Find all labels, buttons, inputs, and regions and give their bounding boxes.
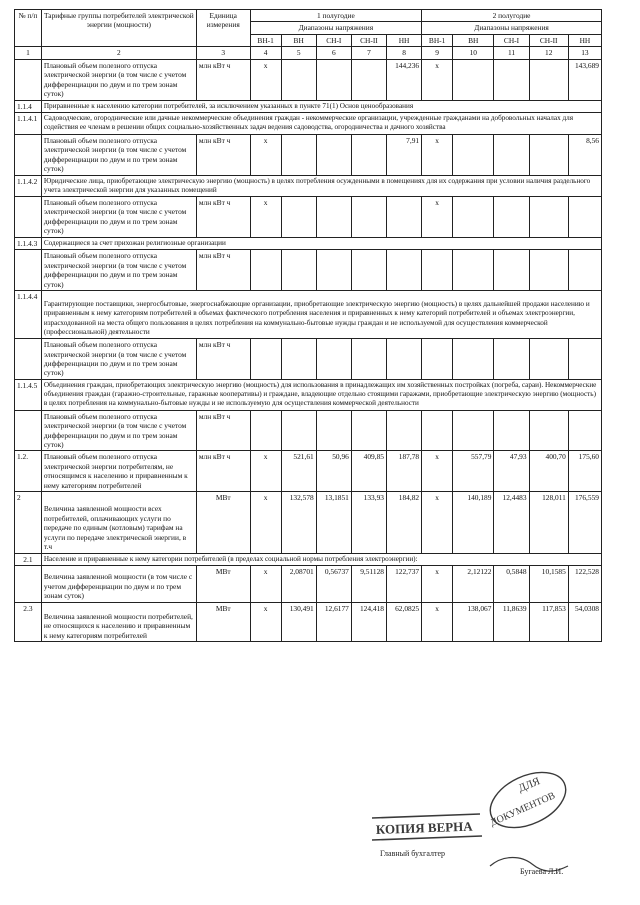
row-unit: млн кВт ч <box>196 339 250 380</box>
level-sn2-h1: СН-II <box>351 34 386 46</box>
value-h1-sn2: 409,85 <box>351 451 386 492</box>
value-h2-sn1 <box>494 134 529 175</box>
column-number: 10 <box>453 47 494 59</box>
value-h1-sn1: 0,56737 <box>316 566 351 602</box>
table-row-1-1-4-3-volume <box>15 250 602 291</box>
value-h2-vn1 <box>422 339 453 380</box>
value-h1-sn1 <box>316 250 351 291</box>
stamp-text-copy: КОПИЯ ВЕРНА <box>375 818 473 837</box>
value-h2-vn <box>453 134 494 175</box>
signatory-name: Бугаева Л.И. <box>520 867 564 876</box>
value-h1-nn: 62,0825 <box>386 602 421 641</box>
value-h2-sn1 <box>494 339 529 380</box>
table-row-2 <box>15 492 602 553</box>
value-h2-nn <box>568 196 601 237</box>
value-h1-sn2: 124,418 <box>351 602 386 641</box>
value-h1-sn2: 133,93 <box>351 492 386 553</box>
row-unit: МВт <box>196 566 250 602</box>
section-row-1-1-4-5 <box>15 379 602 410</box>
table-row-2-3 <box>15 602 602 641</box>
value-h2-vn1: х <box>422 134 453 175</box>
level-vn1-h1: ВН-1 <box>250 34 281 46</box>
value-h2-vn1: х <box>422 602 453 641</box>
column-number: 5 <box>281 47 316 59</box>
value-h1-sn1 <box>316 134 351 175</box>
value-h2-vn1 <box>422 410 453 451</box>
value-h2-sn2 <box>529 250 568 291</box>
value-h2-vn <box>453 59 494 100</box>
row-number <box>15 59 42 100</box>
value-h2-sn2 <box>529 410 568 451</box>
section-row-1-1-4 <box>15 100 602 112</box>
row-number <box>15 410 42 451</box>
row-unit: МВт <box>196 492 250 553</box>
value-h1-vn <box>281 134 316 175</box>
row-unit: млн кВт ч <box>196 250 250 291</box>
value-h2-nn: 143,689 <box>568 59 601 100</box>
value-h2-sn2: 10,1585 <box>529 566 568 602</box>
value-h1-vn1 <box>250 250 281 291</box>
section-row-1-1-4-3 <box>15 237 602 249</box>
level-vn-h2: ВН <box>453 34 494 46</box>
tariff-document <box>14 9 602 642</box>
header-groups-cell: Тарифные группы потребителей электрической энергии (мощности) <box>41 10 196 47</box>
column-number: 3 <box>196 47 250 59</box>
value-h1-vn <box>281 339 316 380</box>
section-title: Приравненные к населению категории потребителей, за исключением указанных в пункте 71(1) Основ ценообразования <box>41 100 601 112</box>
column-number: 12 <box>529 47 568 59</box>
row-number: 2 <box>15 492 42 553</box>
value-h1-sn2 <box>351 196 386 237</box>
column-number: 6 <box>316 47 351 59</box>
value-h2-sn1: 47,93 <box>494 451 529 492</box>
level-sn2-h2: СН-II <box>529 34 568 46</box>
value-h2-sn2: 117,853 <box>529 602 568 641</box>
value-h2-vn <box>453 196 494 237</box>
signatory-role: Главный бухгалтер <box>380 849 445 858</box>
column-number: 11 <box>494 47 529 59</box>
section-title: Садоводческие, огороднические или дачные некоммерческие объединения граждан - некоммерческие организации, учрежденные гражданами на добровольных началах для содействия ее членам в решении общих социально-хозяйственных задач ведения садоводства, огородничества и дачного хозяйства <box>41 113 601 134</box>
column-number: 1 <box>15 47 42 59</box>
row-unit: млн кВт ч <box>196 196 250 237</box>
value-h2-sn2 <box>529 196 568 237</box>
table-row-1-2 <box>15 451 602 492</box>
table-row-2-1-power <box>15 566 602 602</box>
value-h2-sn1 <box>494 250 529 291</box>
stamp-text-for: ДЛЯ <box>516 775 542 795</box>
value-h2-sn1: 12,4483 <box>494 492 529 553</box>
value-h1-sn1: 50,96 <box>316 451 351 492</box>
header-voltage-ranges-2: Диапазоны напряжения <box>422 22 602 34</box>
value-h2-nn: 176,559 <box>568 492 601 553</box>
value-h2-sn1 <box>494 410 529 451</box>
header-unit-cell: Единица измерения <box>196 10 250 47</box>
level-vn-h1: ВН <box>281 34 316 46</box>
stamp-bottom-line <box>372 836 482 840</box>
value-h1-sn1: 13,1851 <box>316 492 351 553</box>
level-sn1-h2: СН-I <box>494 34 529 46</box>
row-label: Плановый объем полезного отпуска электрической энергии (в том числе с учетом дифференциации по двум и по трем зонам суток) <box>41 59 196 100</box>
value-h2-sn1: 0,5848 <box>494 566 529 602</box>
value-h2-vn: 140,189 <box>453 492 494 553</box>
row-number <box>15 566 42 602</box>
value-h1-sn1 <box>316 59 351 100</box>
row-unit: МВт <box>196 602 250 641</box>
column-number: 9 <box>422 47 453 59</box>
value-h2-vn1: х <box>422 196 453 237</box>
table-row-1-1-4-5-volume <box>15 410 602 451</box>
value-h1-vn1: х <box>250 59 281 100</box>
value-h2-nn <box>568 410 601 451</box>
value-h1-nn <box>386 410 421 451</box>
section-title: Содержащиеся за счет прихожан религиозные организации <box>41 237 601 249</box>
column-number: 7 <box>351 47 386 59</box>
section-row-1-1-4-1 <box>15 113 602 134</box>
section-title: Гарантирующие поставщики, энергосбытовые, энергоснабжающие организации, приобретающие электрическую энергию (мощность) в целях дальнейшей продажи населению и приравненным к нему категориям потребителей в объемах фактического потребления населения и приравненных к нему категорий потребителей и объемах электроэнергии, израсходованной на места общего пользования в целях потребления на коммунально-бытовые нужды граждан и не используемой для осуществления коммерческой (профессиональной) деятельности <box>41 291 601 339</box>
value-h2-sn1: 11,8639 <box>494 602 529 641</box>
row-label: Плановый объем полезного отпуска электрической энергии (в том числе с учетом дифференциации по двум и по трем зонам суток) <box>41 410 196 451</box>
table-row-1-1-4-4-volume <box>15 339 602 380</box>
row-number <box>15 134 42 175</box>
value-h1-nn <box>386 250 421 291</box>
header-row-top <box>15 10 602 22</box>
section-number: 2.1 <box>15 553 42 565</box>
row-label: Величина заявленной мощности потребителей, не относящихся к населению и приравненным к нему категориям потребителей <box>41 602 196 641</box>
row-unit: млн кВт ч <box>196 451 250 492</box>
stamp-top-line <box>372 814 480 818</box>
tariff-table <box>14 9 602 642</box>
section-number: 1.1.4.5 <box>15 379 42 410</box>
value-h1-nn <box>386 339 421 380</box>
row-label: Величина заявленной мощности всех потребителей, оплачивающих услуги по передаче по единым (котловым) тарифам на услуги по передаче электрической энергии, в т.ч <box>41 492 196 553</box>
column-number: 4 <box>250 47 281 59</box>
header-half1: 1 полугодие <box>250 10 422 22</box>
value-h2-sn2 <box>529 339 568 380</box>
level-nn-h1: НН <box>386 34 421 46</box>
row-unit: млн кВт ч <box>196 59 250 100</box>
certification-stamp <box>372 770 634 902</box>
column-number: 2 <box>41 47 196 59</box>
value-h1-vn1: х <box>250 492 281 553</box>
level-nn-h2: НН <box>568 34 601 46</box>
value-h2-vn1: х <box>422 566 453 602</box>
value-h1-sn1 <box>316 339 351 380</box>
row-number <box>15 196 42 237</box>
section-title: Население и приравненные к нему категории потребителей (в пределах социальной нормы потребления электроэнергии): <box>41 553 601 565</box>
column-number-row <box>15 47 602 59</box>
value-h1-vn1: х <box>250 451 281 492</box>
value-h1-vn1 <box>250 410 281 451</box>
value-h2-nn: 175,60 <box>568 451 601 492</box>
table-row-1-1-4-1-volume <box>15 134 602 175</box>
table-row-1-1-4-2-volume <box>15 196 602 237</box>
row-label: Плановый объем полезного отпуска электрической энергии (в том числе с учетом дифференциации по двум и по трем зонам суток) <box>41 339 196 380</box>
value-h1-vn1: х <box>250 566 281 602</box>
value-h1-nn: 184,82 <box>386 492 421 553</box>
value-h1-sn2 <box>351 134 386 175</box>
section-number: 1.1.4.1 <box>15 113 42 134</box>
section-number: 1.1.4.2 <box>15 175 42 196</box>
value-h1-sn1: 12,6177 <box>316 602 351 641</box>
row-unit: млн кВт ч <box>196 410 250 451</box>
row-label: Величина заявленной мощности (в том числе с учетом дифференциации по двум и по трем зонам суток) <box>41 566 196 602</box>
value-h1-vn: 2,08701 <box>281 566 316 602</box>
value-h2-nn: 8,56 <box>568 134 601 175</box>
value-h2-nn: 122,528 <box>568 566 601 602</box>
level-sn1-h1: СН-I <box>316 34 351 46</box>
value-h2-sn2: 128,011 <box>529 492 568 553</box>
value-h1-vn1 <box>250 339 281 380</box>
value-h1-vn: 132,578 <box>281 492 316 553</box>
value-h1-vn <box>281 196 316 237</box>
header-number-cell: № п/п <box>15 10 42 47</box>
section-row-1-1-4-2 <box>15 175 602 196</box>
value-h2-sn2 <box>529 59 568 100</box>
value-h1-sn1 <box>316 410 351 451</box>
value-h2-vn <box>453 339 494 380</box>
value-h1-vn <box>281 250 316 291</box>
value-h1-nn: 7,91 <box>386 134 421 175</box>
value-h2-vn <box>453 250 494 291</box>
section-number: 1.1.4 <box>15 100 42 112</box>
value-h1-vn: 521,61 <box>281 451 316 492</box>
value-h1-sn1 <box>316 196 351 237</box>
value-h2-sn2: 400,70 <box>529 451 568 492</box>
value-h2-sn1 <box>494 59 529 100</box>
value-h2-vn1 <box>422 250 453 291</box>
row-label: Плановый объем полезного отпуска электрической энергии потребителям, не относящимся к населению и приравненным к нему категориям потребителей <box>41 451 196 492</box>
value-h1-sn2 <box>351 410 386 451</box>
column-number: 8 <box>386 47 421 59</box>
row-number <box>15 250 42 291</box>
stamp-text-documents: ДОКУМЕНТОВ <box>488 790 557 829</box>
value-h2-vn1: х <box>422 451 453 492</box>
column-number: 13 <box>568 47 601 59</box>
value-h1-sn2 <box>351 59 386 100</box>
value-h2-nn: 54,0308 <box>568 602 601 641</box>
section-row-1-1-4-4 <box>15 291 602 339</box>
value-h2-vn1: х <box>422 492 453 553</box>
row-number <box>15 339 42 380</box>
value-h2-nn <box>568 250 601 291</box>
value-h2-sn1 <box>494 196 529 237</box>
row-label: Плановый объем полезного отпуска электрической энергии (в том числе с учетом дифференциации по двум и по трем зонам суток) <box>41 196 196 237</box>
value-h1-vn1: х <box>250 196 281 237</box>
level-vn1-h2: ВН-1 <box>422 34 453 46</box>
section-title: Объединения граждан, приобретающих электрическую энергию (мощность) для использования в принадлежащих им хозяйственных постройках (погреба, сараи). Некоммерческие объединения граждан (гаражно-строительные, гаражные кооперативы) и граждане, владеющие отдельно стоящими гаражами, приобретающие электрическую энергию (мощность) в целях потребления на коммунально-бытовые нужды и не используемую для осуществления коммерческой деятельности <box>41 379 601 410</box>
value-h1-nn: 187,78 <box>386 451 421 492</box>
section-number: 1.1.4.3 <box>15 237 42 249</box>
value-h2-vn: 2,12122 <box>453 566 494 602</box>
value-h1-nn <box>386 196 421 237</box>
section-title: Юридические лица, приобретающие электрическую энергию (мощность) в целях потребления осужденными в помещениях для их содержания при условии наличия раздельного учета электрической энергии для указанных помещений <box>41 175 601 196</box>
value-h2-nn <box>568 339 601 380</box>
value-h1-nn: 122,737 <box>386 566 421 602</box>
section-row-2-1 <box>15 553 602 565</box>
value-h2-vn: 557,79 <box>453 451 494 492</box>
section-number: 1.1.4.4 <box>15 291 42 339</box>
value-h2-vn: 138,067 <box>453 602 494 641</box>
table-row-total-volume <box>15 59 602 100</box>
value-h1-sn2 <box>351 339 386 380</box>
value-h1-nn: 144,236 <box>386 59 421 100</box>
row-label: Плановый объем полезного отпуска электрической энергии (в том числе с учетом дифференциации по двум и по трем зонам суток) <box>41 250 196 291</box>
value-h1-vn1: х <box>250 602 281 641</box>
value-h1-sn2: 9,51128 <box>351 566 386 602</box>
value-h2-vn <box>453 410 494 451</box>
value-h1-vn <box>281 410 316 451</box>
header-half2: 2 полугодие <box>422 10 602 22</box>
value-h2-sn2 <box>529 134 568 175</box>
value-h1-sn2 <box>351 250 386 291</box>
row-number: 2.3 <box>15 602 42 641</box>
row-unit: млн кВт ч <box>196 134 250 175</box>
value-h1-vn1: х <box>250 134 281 175</box>
value-h2-vn1: х <box>422 59 453 100</box>
header-voltage-ranges-1: Диапазоны напряжения <box>250 22 422 34</box>
value-h1-vn: 130,491 <box>281 602 316 641</box>
row-label: Плановый объем полезного отпуска электрической энергии (в том числе с учетом дифференциации по двум и по трем зонам суток) <box>41 134 196 175</box>
value-h1-vn <box>281 59 316 100</box>
row-number: 1.2. <box>15 451 42 492</box>
